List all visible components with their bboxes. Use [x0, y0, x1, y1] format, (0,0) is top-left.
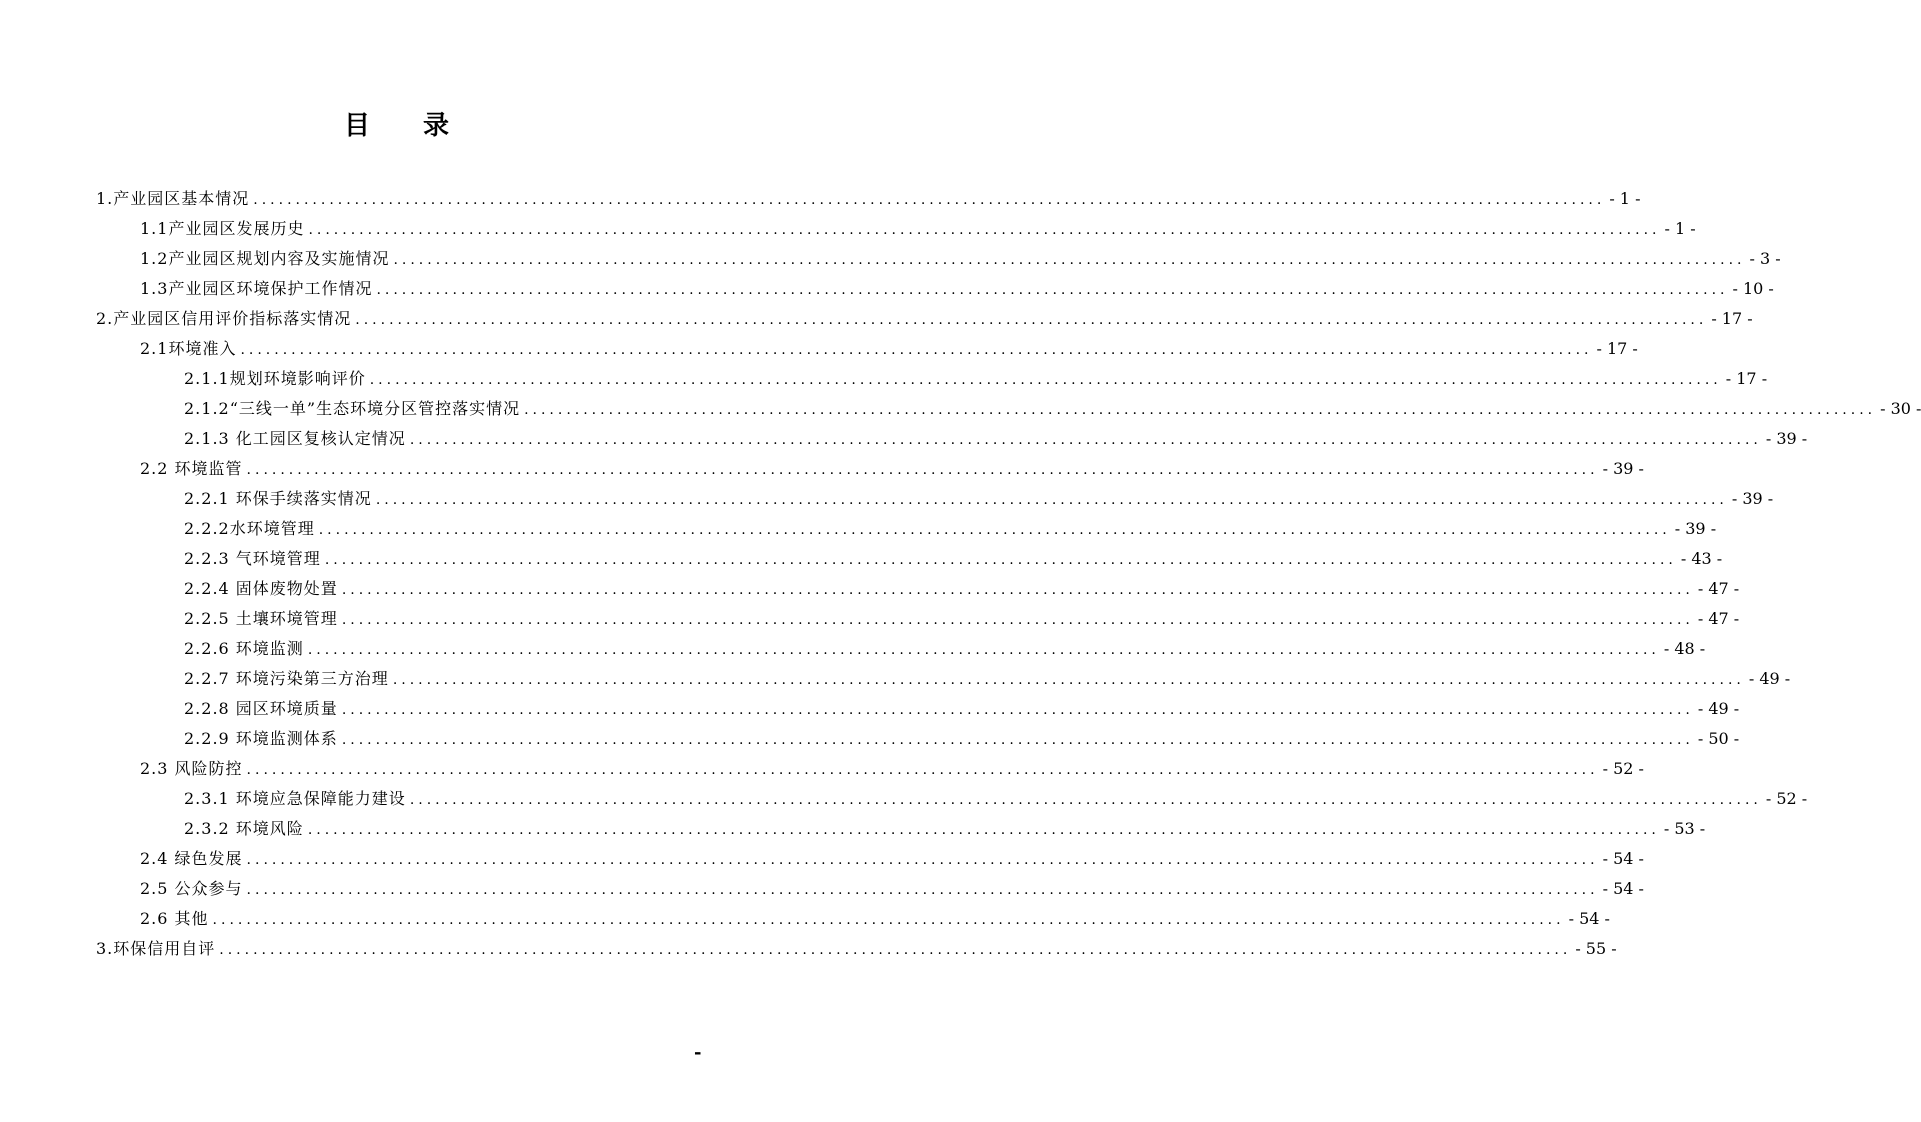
toc-entry-page: - 17 - — [1725, 369, 1768, 388]
toc-entry[interactable] — [0, 604, 1740, 634]
toc-dot-leader: ................................................................................................................................................................ — [369, 372, 1722, 388]
toc-entry[interactable] — [0, 814, 1706, 844]
toc-entry-page: - 39 - — [1674, 519, 1717, 538]
toc-entry[interactable] — [0, 304, 1753, 334]
toc-entry-label: 2.2 环境监管 — [140, 459, 243, 478]
toc-dot-leader: ................................................................................................................................................................ — [318, 522, 1671, 538]
toc-entry-label: 2.3.1 环境应急保障能力建设 — [184, 789, 406, 808]
toc-entry-label: 2.1.3 化工园区复核认定情况 — [184, 429, 406, 448]
toc-entry-page: - 55 - — [1575, 939, 1617, 958]
toc-entry-page: - 3 - — [1749, 249, 1781, 268]
toc-entry[interactable] — [0, 274, 1774, 304]
toc-entry-label: 2.2.2水环境管理 — [184, 519, 315, 538]
toc-entry-page: - 47 - — [1697, 579, 1740, 598]
toc-entry-page: - 54 - — [1602, 879, 1644, 898]
toc-dot-leader: ................................................................................................................................................................ — [375, 492, 1728, 508]
toc-entry-page: - 49 - — [1697, 699, 1740, 718]
toc-entry-page: - 53 - — [1663, 819, 1706, 838]
toc-entry-label: 2.2.8 园区环境质量 — [184, 699, 338, 718]
toc-entry-label: 2.2.4 固体废物处置 — [184, 579, 338, 598]
toc-entry-label: 2.2.6 环境监测 — [184, 639, 304, 658]
toc-dot-leader: ................................................................................................................................................................ — [392, 672, 1745, 688]
toc-dot-leader: ................................................................................................................................................................ — [307, 822, 1660, 838]
toc-entry[interactable] — [0, 484, 1774, 514]
toc-entry-page: - 47 - — [1697, 609, 1740, 628]
toc-entry-page: - 17 - — [1596, 339, 1638, 358]
toc-entry[interactable] — [0, 214, 1696, 244]
toc-entry-page: - 39 - — [1731, 489, 1774, 508]
toc-entry-label: 2.3.2 环境风险 — [184, 819, 304, 838]
toc-entry-label: 2.3 风险防控 — [140, 759, 243, 778]
toc-dot-leader: ................................................................................................................................................................ — [246, 882, 1599, 898]
toc-entry-page: - 52 - — [1602, 759, 1644, 778]
toc-dot-leader: ................................................................................................................................................................ — [308, 222, 1661, 238]
toc-entry-page: - 48 - — [1663, 639, 1706, 658]
toc-dot-leader: ................................................................................................................................................................ — [409, 432, 1762, 448]
toc-entry-label: 2.产业园区信用评价指标落实情况 — [96, 309, 352, 328]
toc-entry[interactable] — [0, 904, 1610, 934]
toc-entry[interactable] — [0, 334, 1638, 364]
toc-entry-label: 2.2.9 环境监测体系 — [184, 729, 338, 748]
toc-entry[interactable] — [0, 544, 1723, 574]
toc-entry-page: - 1 - — [1664, 219, 1696, 238]
toc-entry-page: - 43 - — [1680, 549, 1723, 568]
page-title: 目 录 — [343, 111, 472, 141]
toc-dot-leader: ................................................................................................................................................................ — [212, 912, 1565, 928]
toc-entry-page: - 17 - — [1711, 309, 1753, 328]
toc-entry[interactable] — [0, 364, 1768, 394]
toc-entry-label: 1.3产业园区环境保护工作情况 — [140, 279, 373, 298]
toc-entry[interactable] — [0, 874, 1644, 904]
toc-dot-leader: ................................................................................................................................................................ — [341, 582, 1694, 598]
toc-entry-label: 2.4 绿色发展 — [140, 849, 243, 868]
toc-entry-label: 3.环保信用自评 — [96, 939, 216, 958]
toc-entry-label: 2.2.7 环境污染第三方治理 — [184, 669, 389, 688]
toc-dot-leader: ................................................................................................................................................................ — [341, 702, 1694, 718]
toc-entry-page: - 54 - — [1568, 909, 1610, 928]
toc-dot-leader: ................................................................................................................................................................ — [219, 942, 1572, 958]
toc-entry-label: 2.6 其他 — [140, 909, 209, 928]
toc-entry-page: - 30 - — [1880, 399, 1921, 418]
toc-entry[interactable] — [0, 664, 1791, 694]
toc-dot-leader: ................................................................................................................................................................ — [376, 282, 1729, 298]
toc-entry-page: - 39 - — [1765, 429, 1808, 448]
toc-dot-leader: ................................................................................................................................................................ — [324, 552, 1677, 568]
toc-entry-label: 2.2.1 环保手续落实情况 — [184, 489, 372, 508]
toc-entry[interactable] — [0, 574, 1740, 604]
toc-entry-page: - 49 - — [1748, 669, 1791, 688]
toc-entry-label: 2.1环境准入 — [140, 339, 237, 358]
toc-entry[interactable] — [0, 934, 1617, 964]
toc-dot-leader: ................................................................................................................................................................ — [246, 462, 1599, 478]
toc-dot-leader: ................................................................................................................................................................ — [355, 312, 1708, 328]
toc-entry[interactable] — [0, 394, 1921, 424]
toc-dot-leader: ................................................................................................................................................................ — [524, 402, 1877, 418]
toc-entry-label: 2.1.1规划环境影响评价 — [184, 369, 366, 388]
toc-entry[interactable] — [0, 634, 1706, 664]
toc-entry-label: 1.1产业园区发展历史 — [140, 219, 305, 238]
toc-dot-leader: ................................................................................................................................................................ — [246, 852, 1599, 868]
toc-entry-page: - 54 - — [1602, 849, 1644, 868]
toc-dot-leader: ................................................................................................................................................................ — [409, 792, 1762, 808]
toc-entry[interactable] — [0, 424, 1808, 454]
toc-entry[interactable] — [0, 754, 1644, 784]
toc-dot-leader: ................................................................................................................................................................ — [307, 642, 1660, 658]
toc-entry[interactable] — [0, 724, 1740, 754]
toc-dot-leader: ................................................................................................................................................................ — [341, 732, 1694, 748]
toc-entry[interactable] — [0, 454, 1644, 484]
toc-entry[interactable] — [0, 844, 1644, 874]
toc-dot-leader: ................................................................................................................................................................ — [393, 252, 1746, 268]
toc-entry-page: - 39 - — [1602, 459, 1644, 478]
toc-entry[interactable] — [0, 514, 1717, 544]
toc-dot-leader: ................................................................................................................................................................ — [246, 762, 1599, 778]
toc-entry-label: 1.产业园区基本情况 — [96, 189, 250, 208]
toc-dot-leader: ................................................................................................................................................................ — [341, 612, 1694, 628]
toc-entry-page: - 50 - — [1697, 729, 1740, 748]
toc-entry-label: 2.5 公众参与 — [140, 879, 243, 898]
toc-entry-label: 2.2.5 土壤环境管理 — [184, 609, 338, 628]
toc-dot-leader: ................................................................................................................................................................ — [253, 192, 1606, 208]
toc-entry[interactable] — [0, 784, 1808, 814]
toc-entry-page: - 1 - — [1609, 189, 1641, 208]
toc-entry[interactable] — [0, 184, 1641, 214]
toc-entry-page: - 10 - — [1732, 279, 1774, 298]
toc-entry-page: - 52 - — [1765, 789, 1808, 808]
page-footer-mark: - — [694, 1042, 702, 1063]
toc-entry[interactable] — [0, 694, 1740, 724]
toc-entry-label: 1.2产业园区规划内容及实施情况 — [140, 249, 390, 268]
toc-dot-leader: ................................................................................................................................................................ — [240, 342, 1593, 358]
toc-entry-label: 2.1.2“三线一单”生态环境分区管控落实情况 — [184, 399, 521, 418]
toc-entry-label: 2.2.3 气环境管理 — [184, 549, 321, 568]
toc-entry[interactable] — [0, 244, 1781, 274]
